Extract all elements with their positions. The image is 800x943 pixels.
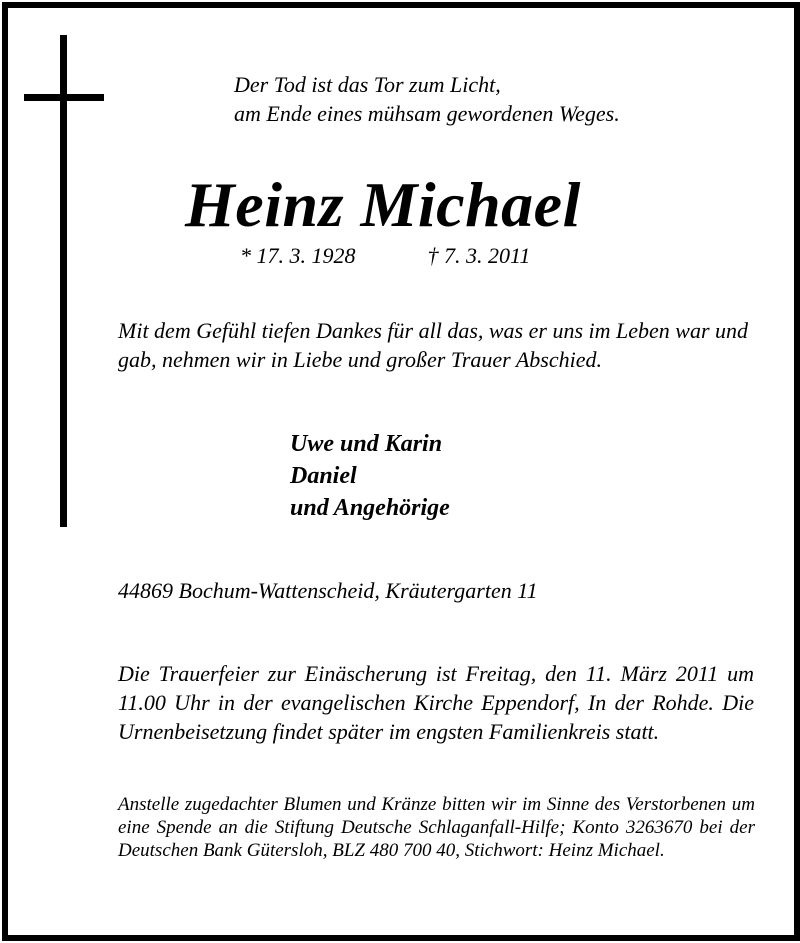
deceased-name: Heinz Michael	[185, 169, 581, 240]
ceremony-info: Die Trauerfeier zur Einäscherung ist Freitag, den 11. März 2011 um 11.00 Uhr in der evangelischen Kirche Eppendorf, In der Rohde. Die Urnenbeisetzung findet später im engsten Familienkreis statt.	[118, 661, 754, 744]
family-line-1: Uwe und Karin	[290, 431, 443, 457]
death-date: † 7. 3. 2011	[427, 243, 531, 268]
family-signature	[290, 428, 450, 524]
life-dates	[240, 242, 530, 270]
birth-date: * 17. 3. 1928	[240, 243, 356, 268]
motto-line-1: Der Tod ist das Tor zum Licht,	[234, 72, 501, 97]
donation-request: Anstelle zugedachter Blumen und Kränze bitten wir im Sinne des Verstorbenen um eine Spende an die Stiftung Deutsche Schlaganfall-Hilfe; Konto 3263670 bei der Deutschen Bank Gütersloh, BLZ 480 700 40, Stichwort: Heinz Michael.	[118, 794, 755, 861]
family-line-3: und Angehörige	[290, 495, 450, 521]
cross-icon	[60, 35, 67, 527]
family-line-2: Daniel	[290, 463, 357, 489]
motto-line-2: am Ende eines mühsam gewordenen Weges.	[234, 101, 620, 126]
cross-icon-beam	[24, 94, 104, 101]
gratitude-text: Mit dem Gefühl tiefen Dankes für all das, was er uns im Leben war und gab, nehmen wir in Liebe und großer Trauer Abschied.	[118, 318, 749, 372]
address: 44869 Bochum-Wattenscheid, Kräutergarten 11	[118, 578, 538, 603]
motto	[234, 70, 620, 128]
